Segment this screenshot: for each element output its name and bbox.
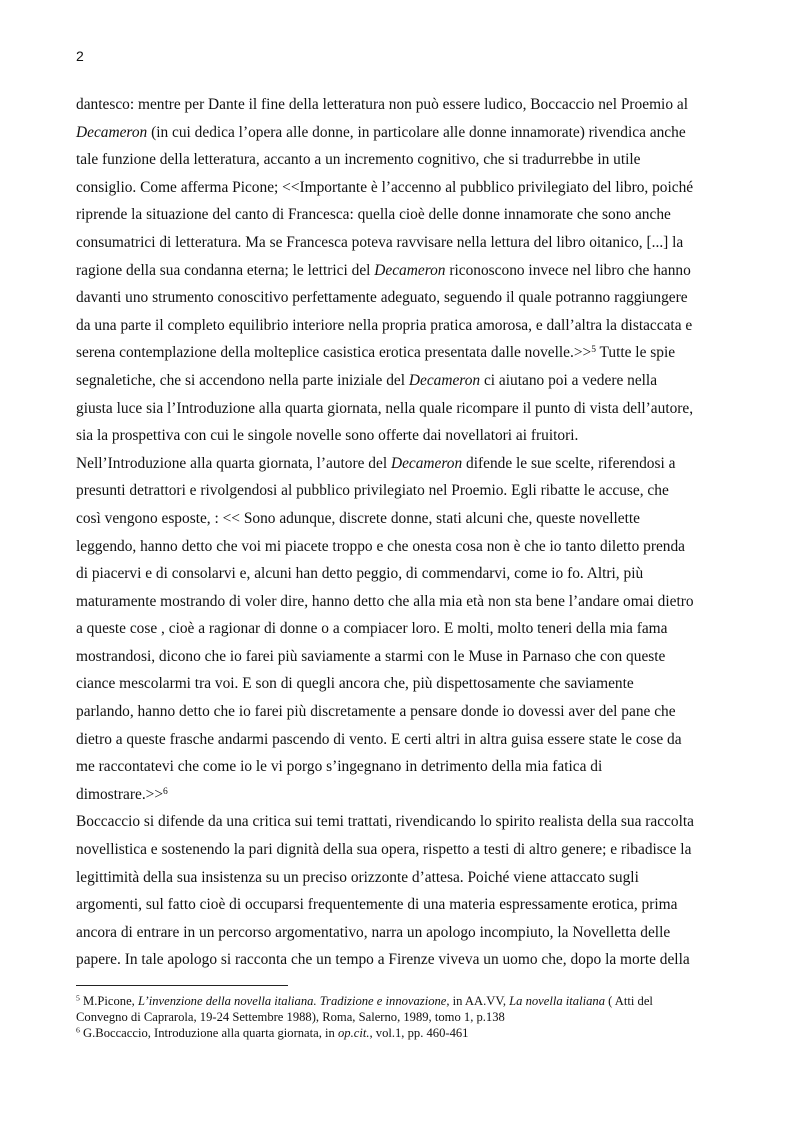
text-line	[76, 864, 722, 892]
text-run: Nell’Introduzione alla quarta giornata, l’autore del	[76, 454, 391, 472]
text-run: vol.1, pp. 460-461	[372, 1026, 469, 1040]
text-run: così vengono esposte, : << Sono adunque, discrete donne, stati alcuni che, queste novellette	[76, 509, 641, 527]
text-run: consumatrici di letteratura. Ma se Francesca poteva ravvisare nella lettura del libro oitanico, [...] la	[76, 233, 684, 251]
text-run: novellistica e sostenendo la pari dignità della sua opera, rispetto a testi di altro genere; e ribadisce la	[76, 841, 692, 859]
text-run: dantesco: mentre per Dante il fine della letteratura non può essere ludico, Boccaccio nel Proemio al	[76, 96, 688, 113]
text-line	[76, 119, 722, 147]
page-number: 2	[76, 48, 84, 64]
text-run: G.Boccaccio, Introduzione alla quarta giornata, in	[79, 1026, 338, 1040]
text-run: ancora di entrare in un percorso argomentativo, narra un apologo incompiuto, la Novelletta delle	[76, 923, 671, 941]
text-run: papere. In tale apologo si racconta che un tempo a Firenze viveva un uomo che, dopo la morte della	[76, 951, 690, 969]
text-line	[76, 919, 722, 947]
footnote-ref: 5	[76, 993, 80, 1003]
text-run: (in cui dedica l’opera alle donne, in particolare alle donne innamorate) rivendica anche	[147, 123, 686, 141]
text-run: riconoscono invece nel libro che hanno	[445, 261, 691, 279]
text-line	[76, 588, 722, 616]
text-run: serena contemplazione della molteplice casistica erotica presentata dalle novelle.>>	[76, 344, 592, 362]
text-line	[76, 836, 722, 864]
text-line	[76, 808, 722, 836]
text-line	[76, 698, 722, 726]
text-line	[76, 91, 722, 119]
text-run: maturamente mostrando di voler dire, hanno detto che alla mia età non sta bene l’andare omai dietro	[76, 592, 694, 610]
text-line	[76, 284, 722, 312]
text-line	[76, 257, 722, 285]
text-run: Boccaccio si difende da una critica sui temi trattati, rivendicando lo spirito realista della sua raccolta	[76, 813, 694, 831]
text-line	[76, 946, 722, 974]
text-line	[76, 781, 722, 809]
text-line	[76, 753, 722, 781]
text-line	[76, 533, 722, 561]
text-run: mostrandosi, dicono che io farei più saviamente a starmi con le Muse in Parnaso che con queste	[76, 647, 666, 665]
text-run: legittimità della sua insistenza su un preciso orizzonte d’attesa. Poiché viene attaccato sugli	[76, 868, 639, 886]
italic-text: Decameron	[76, 123, 148, 141]
italic-text: Decameron	[374, 261, 446, 279]
text-line	[76, 367, 722, 395]
text-line	[76, 395, 722, 423]
italic-text: Decameron	[408, 371, 481, 389]
text-line	[76, 643, 722, 671]
text-run: M.Picone,	[79, 994, 138, 1008]
footnote-list	[76, 993, 722, 1041]
footnote-ref: 6	[76, 1025, 80, 1035]
text-run: ( Atti del	[605, 994, 653, 1008]
footnote-line	[76, 1009, 722, 1025]
text-run: dimostrare.>>	[76, 785, 164, 803]
italic-text: Decameron	[390, 454, 463, 472]
footnote-ref: 6	[163, 785, 168, 797]
text-line	[76, 339, 722, 367]
text-run: consiglio. Come afferma Picone; <<Importante è l’accenno al pubblico privilegiato del libro, poiché	[76, 178, 694, 196]
footnote-line	[76, 1025, 722, 1041]
text-run: ciance mescolarmi tra voi. E son di quegli ancora che, più dispettosamente che saviamente	[76, 675, 634, 693]
text-line	[76, 229, 722, 257]
text-run: argomenti, sul fatto cioè di occuparsi frequentemente di una materia espressamente erotica, prima	[76, 896, 678, 914]
text-line	[76, 146, 722, 174]
footnote-separator	[76, 985, 288, 986]
text-run: me raccontatevi che come io le vi porgo s’ingegnano in detrimento della mia fatica di	[76, 758, 603, 776]
text-run: giusta luce sia l’Introduzione alla quarta giornata, nella quale ricompare il punto di vista dell’autore,	[76, 399, 694, 417]
text-run: davanti uno strumento conoscitivo perfettamente adeguato, seguendo il quale potranno raggiungere	[76, 289, 688, 307]
text-run: ragione della sua condanna eterna; le lettrici del	[76, 261, 375, 279]
text-line	[76, 560, 722, 588]
text-run: tale funzione della letteratura, accanto a un incremento cognitivo, che si tradurrebbe in utile	[76, 151, 641, 169]
text-run: a queste cose , cioè a ragionar di donne o a compiacer loro. E molti, molto teneri della mia fama	[76, 620, 668, 638]
text-run: leggendo, hanno detto che voi mi piacete troppo e che onesta cosa non è che io tanto diletto prenda	[76, 537, 686, 555]
text-line	[76, 891, 722, 919]
body-text	[76, 91, 722, 974]
text-line	[76, 670, 722, 698]
text-run: difende le sue scelte, riferendosi a	[462, 454, 676, 472]
text-line	[76, 450, 722, 478]
text-run: dietro a queste frasche andarmi pascendo di vento. E certi altri in altra guisa essere state le cose da	[76, 730, 682, 748]
text-run: parlando, hanno detto che io farei più discretamente a pensare donde io dovessi aver del pane che	[76, 703, 676, 721]
text-run: presunti detrattori e rivolgendosi al pubblico privilegiato nel Proemio. Egli ribatte le accuse, che	[76, 482, 669, 500]
text-line	[76, 201, 722, 229]
text-line	[76, 174, 722, 202]
text-run: da una parte il completo equilibrio interiore nella propria pratica amorosa, e dall’altra la distaccata e	[76, 316, 693, 334]
text-run: sia la prospettiva con cui le singole novelle sono offerte dai novellatori ai fruitori.	[76, 427, 579, 445]
text-run: riprende la situazione del canto di Francesca: quella cioè delle donne innamorate che sono anche	[76, 206, 671, 224]
text-run: ci aiutano poi a vedere nella	[480, 371, 658, 389]
text-run: segnaletiche, che si accendono nella parte iniziale del	[76, 371, 409, 389]
text-run: Convegno di Caprarola, 19-24 Settembre 1988), Roma, Salerno, 1989, tomo 1, p.138	[76, 1010, 505, 1024]
text-line	[76, 477, 722, 505]
text-run: in AA.VV,	[449, 994, 510, 1008]
footnote-line	[76, 993, 722, 1009]
text-line	[76, 505, 722, 533]
text-line	[76, 615, 722, 643]
text-run: di piacervi e di consolarvi e, alcuni han detto peggio, di commendarvi, come io fo. Altri, più	[76, 565, 644, 583]
text-line	[76, 312, 722, 340]
text-line	[76, 726, 722, 754]
footnotes	[76, 985, 722, 1041]
italic-text: op.cit.,	[337, 1026, 373, 1040]
italic-text: L’invenzione della novella italiana. Tradizione e innovazione,	[137, 994, 450, 1008]
italic-text: La novella italiana	[509, 994, 605, 1008]
footnote-ref: 5	[591, 344, 596, 356]
text-line	[76, 422, 722, 450]
text-run: Tutte le spie	[595, 344, 676, 362]
